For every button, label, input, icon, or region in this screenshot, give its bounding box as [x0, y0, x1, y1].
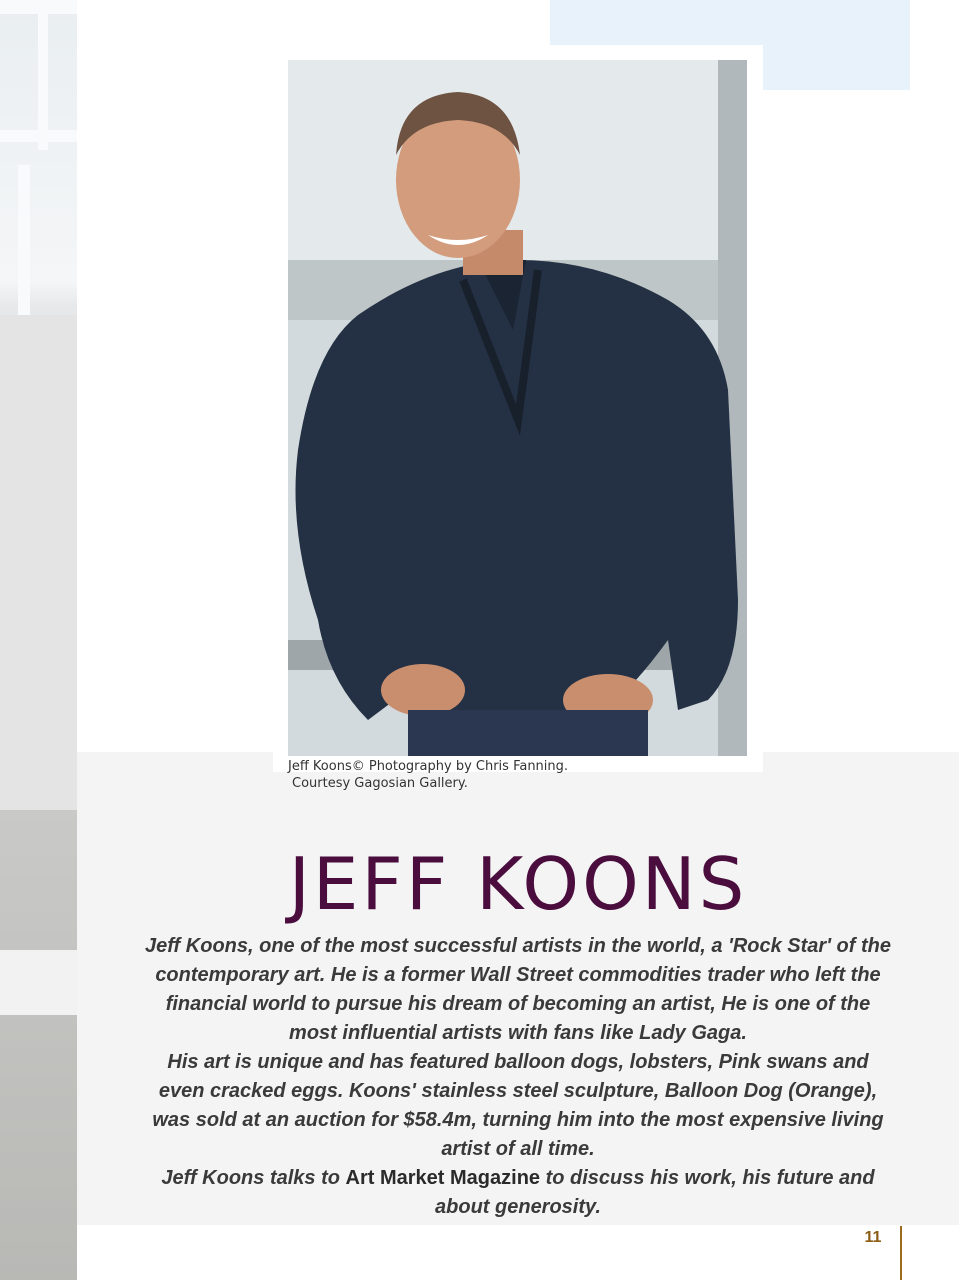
article-title: JEFF KOONS — [288, 842, 748, 926]
article-paragraph: Jeff Koons, one of the most successful artists in the world, a 'Rock Star' of the contemporary art. He is a former Wall Street commodities trader who left the financial world to pursue his dream of becoming an artist, He is one of the most influential artists with fans like Lady Gaga. — [145, 935, 891, 1044]
gallery-background-strip — [0, 0, 77, 1280]
structural-column — [18, 165, 30, 315]
gallery-wall — [0, 315, 77, 810]
gallery-floor — [0, 810, 77, 1280]
portrait-photo — [288, 60, 747, 756]
article-paragraph: His art is unique and has featured balloon dogs, lobsters, Pink swans and even cracked eggs. Koons' stainless steel sculpture, Balloon Dog (Orange), was sold at an auction for $58.4m, turning him into the most expensive living artist of all time. — [152, 1051, 884, 1160]
caption-credit: Jeff Koons© Photography by Chris Fanning. — [288, 759, 569, 774]
structural-column — [38, 0, 48, 150]
article-paragraph — [145, 1164, 891, 1222]
page-number: 11 — [864, 1229, 882, 1246]
article-body — [145, 932, 891, 1222]
page-number-rule — [900, 1226, 902, 1280]
paragraph-text: to discuss his work, his future and about generosity. — [435, 1167, 875, 1218]
photo-caption — [288, 758, 608, 792]
magazine-name: Art Market Magazine — [345, 1167, 541, 1189]
ceiling-beam — [0, 130, 77, 142]
paragraph-text: Jeff Koons talks to — [161, 1167, 346, 1189]
caption-courtesy: Courtesy Gagosian Gallery. — [292, 776, 468, 791]
gallery-pedestal — [0, 950, 77, 1015]
portrait-illustration — [288, 60, 747, 756]
